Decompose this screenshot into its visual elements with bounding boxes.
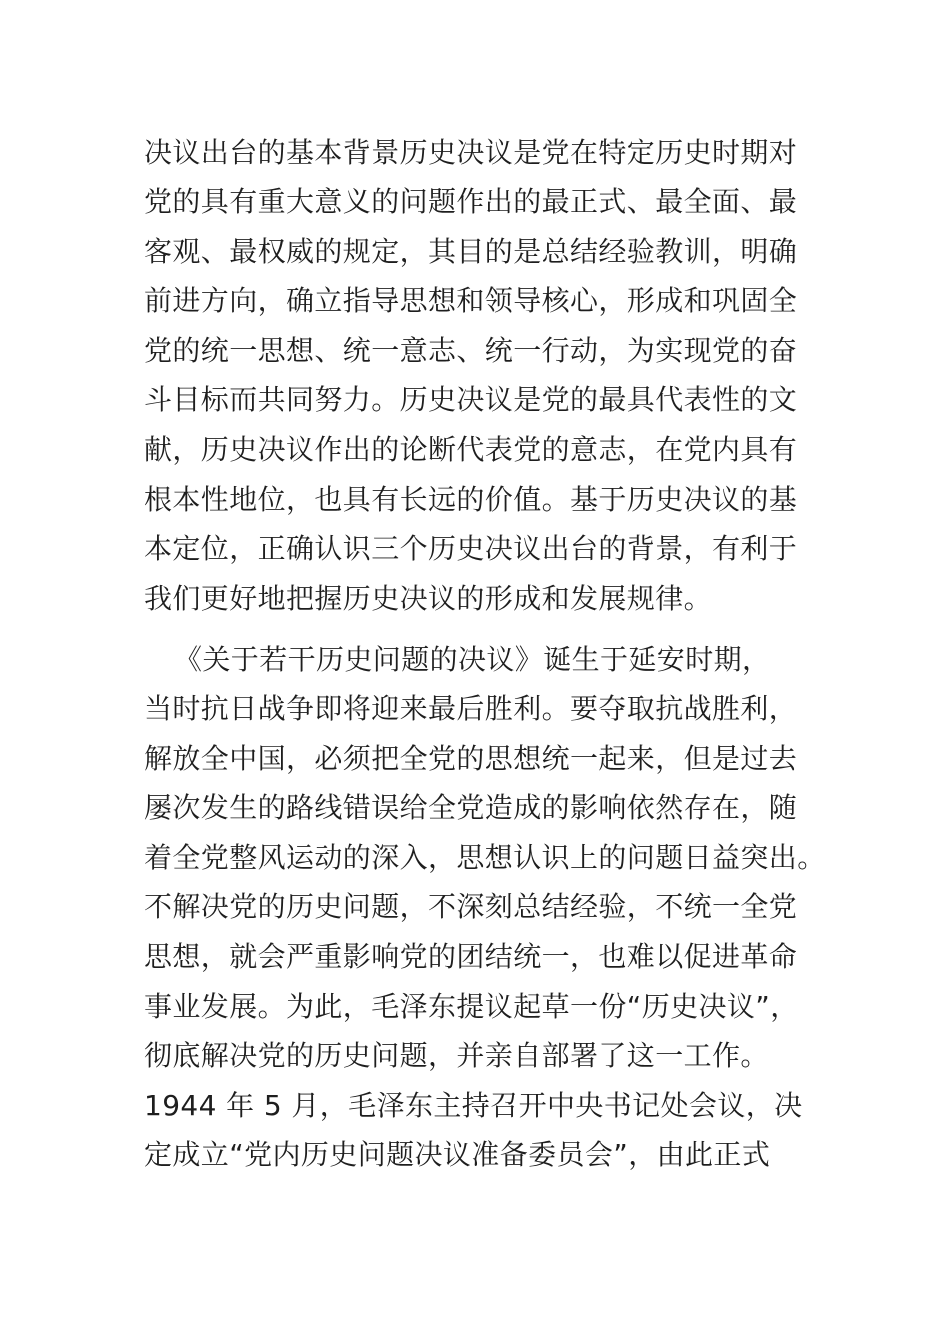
text-line: 根本性地位，也具有长远的价值。基于历史决议的基 <box>144 483 798 516</box>
text-line: 着全党整风运动的深入，思想认识上的问题日益突出。 <box>144 841 826 874</box>
text-line: 斗目标而共同努力。历史决议是党的最具代表性的文 <box>144 383 798 416</box>
text-line: 定成立“党内历史问题决议准备委员会”，由此正式 <box>144 1138 771 1171</box>
text-line: 献，历史决议作出的论断代表党的意志，在党内具有 <box>144 433 798 466</box>
text-line: 《关于若干历史问题的决议》诞生于延安时期， <box>174 643 771 676</box>
text-line: 我们更好地把握历史决议的形成和发展规律。 <box>144 582 713 615</box>
text-line: 前进方向，确立指导思想和领导核心，形成和巩固全 <box>144 284 798 317</box>
text-line: 事业发展。为此，毛泽东提议起草一份“历史决议”， <box>144 990 799 1023</box>
text-line: 党的具有重大意义的问题作出的最正式、最全面、最 <box>144 185 798 218</box>
text-line: 党的统一思想、统一意志、统一行动，为实现党的奋 <box>144 334 798 367</box>
text-line: 彻底解决党的历史问题，并亲自部署了这一工作。 <box>144 1039 769 1072</box>
text-line: 解放全中国，必须把全党的思想统一起来，但是过去 <box>144 742 798 775</box>
text-line: 客观、最权威的规定，其目的是总结经验教训，明确 <box>144 235 798 268</box>
text-line: 决议出台的基本背景历史决议是党在特定历史时期对 <box>144 136 798 169</box>
text-line: 不解决党的历史问题，不深刻总结经验，不统一全党 <box>144 890 798 923</box>
text-line: 1944 年 5 月，毛泽东主持召开中央书记处会议，决 <box>144 1089 803 1122</box>
text-line: 本定位，正确认识三个历史决议出台的背景，有利于 <box>144 532 798 565</box>
text-line: 思想，就会严重影响党的团结统一，也难以促进革命 <box>144 940 798 973</box>
text-line: 当时抗日战争即将迎来最后胜利。要夺取抗战胜利， <box>144 692 798 725</box>
text-line: 屡次发生的路线错误给全党造成的影响依然存在，随 <box>144 791 798 824</box>
